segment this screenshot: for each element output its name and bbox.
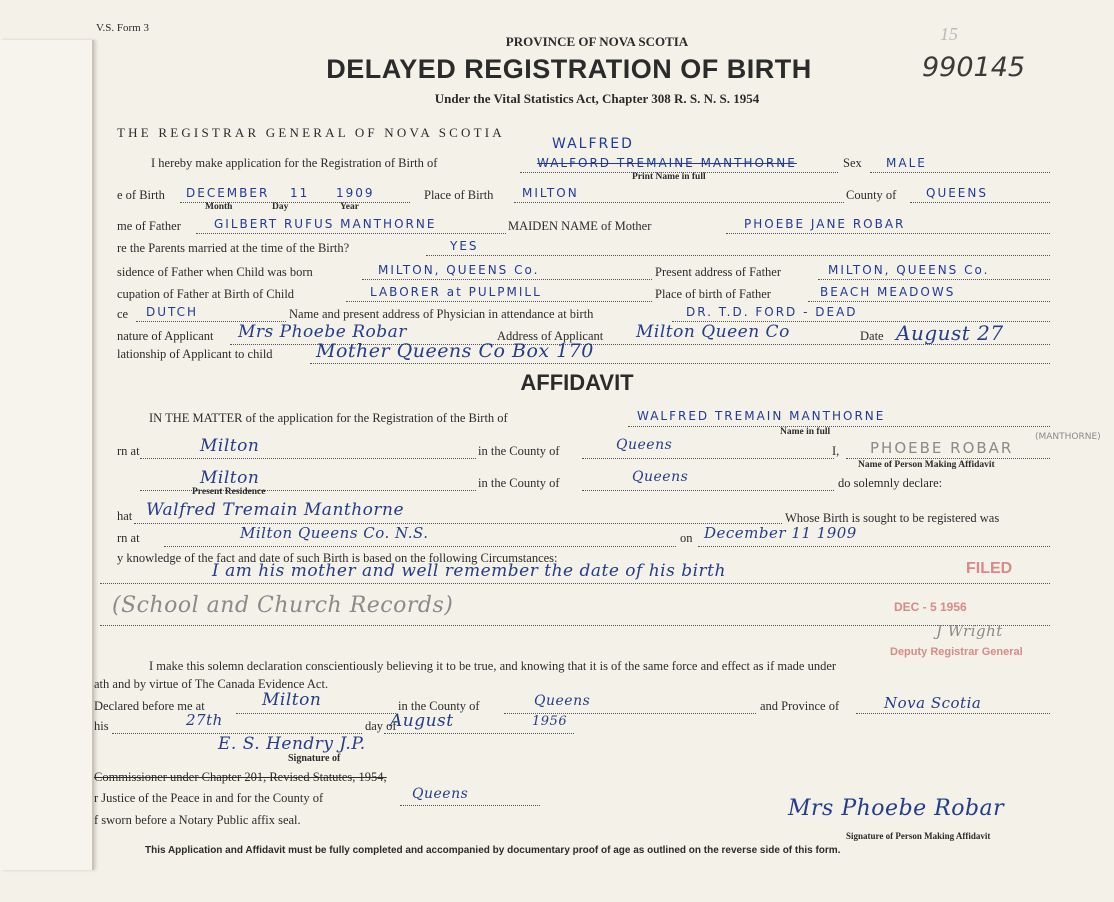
initial-stamp: J Wright — [936, 622, 1003, 640]
matter-text: IN THE MATTER of the application for the Registration of the Birth of — [149, 411, 508, 425]
race-value: DUTCH — [146, 305, 199, 319]
i-label: I, — [832, 444, 840, 458]
day-label: Day — [272, 202, 289, 212]
school-note: (School and Church Records) — [112, 593, 454, 618]
declared-label: Declared before me at — [94, 699, 205, 713]
occupation-value: LABORER at PULPMILL — [370, 285, 542, 299]
county-value: QUEENS — [926, 186, 988, 200]
sig-of-label: Signature of — [288, 753, 341, 764]
date-stamp: DEC - 5 1956 — [894, 600, 967, 614]
residence-county: Queens — [632, 469, 689, 485]
affiant-alt: (MANTHORNE) — [1035, 432, 1101, 442]
race-label: ce — [117, 307, 129, 321]
residence-label: Present Residence — [192, 487, 266, 497]
applicant-signature: Mrs Phoebe Robar — [238, 322, 407, 342]
day-of-label: day of — [365, 719, 397, 733]
married-value: YES — [450, 239, 479, 253]
dob-label: e of Birth — [117, 188, 165, 202]
province-value: Nova Scotia — [884, 694, 982, 712]
child-name: WALFORD TREMAINE MANTHORNE — [537, 156, 797, 170]
folded-edge — [0, 40, 94, 870]
residence-value: MILTON, QUEENS Co. — [378, 263, 540, 277]
addr-label: Address of Applicant — [497, 329, 604, 343]
relation-label: lationship of Applicant to child — [117, 347, 273, 361]
sig-label: nature of Applicant — [117, 329, 214, 343]
dob-month: DECEMBER — [186, 186, 270, 200]
notary-text: f sworn before a Notary Public affix seal. — [94, 813, 301, 827]
mother-label: MAIDEN NAME of Mother — [508, 219, 652, 233]
married-label: re the Parents married at the time of the Birth? — [117, 241, 350, 255]
father-label: me of Father — [117, 219, 181, 233]
affiant-sig-label: Signature of Person Making Affidavit — [846, 831, 991, 841]
print-name-label: Print Name in full — [632, 172, 706, 182]
that-name: Walfred Tremain Manthorne — [146, 500, 405, 520]
deputy-stamp: Deputy Registrar General — [890, 646, 1023, 658]
jp-text: r Justice of the Peace in and for the County of — [94, 791, 324, 805]
affiant-name: PHOEBE ROBAR — [870, 439, 1014, 457]
affidavit-heading: AFFIDAVIT — [520, 370, 634, 395]
day-number: 27th — [186, 711, 223, 729]
dob-day: 11 — [290, 186, 310, 200]
form-number: V.S. Form 3 — [96, 22, 149, 34]
solemn-text: I make this solemn declaration conscientiously believing it to be true, and knowing that it is of the same force and effect as if made under — [149, 659, 837, 673]
name-correction: WALFRED — [552, 136, 634, 152]
occupation-label: cupation of Father at Birth of Child — [117, 287, 295, 301]
knowledge-text: y knowledge of the fact and date of such Birth is based on the following Circumstances: — [117, 551, 558, 565]
subtitle: Under the Vital Statistics Act, Chapter 308 R. S. N. S. 1954 — [434, 91, 760, 106]
matter-name: WALFRED TREMAIN MANTHORNE — [637, 409, 886, 423]
jp-county: Queens — [412, 786, 469, 802]
residence-label: sidence of Father when Child was born — [117, 265, 313, 279]
affiant-signature: Mrs Phoebe Robar — [788, 796, 1005, 821]
father-value: GILBERT RUFUS MANTHORNE — [214, 217, 437, 231]
declare-text: do solemnly declare: — [838, 476, 943, 490]
whose-text: Whose Birth is sought to be registered was — [785, 511, 1000, 525]
commissioner-signature: E. S. Hendry J.P. — [218, 734, 366, 754]
file-number: 990145 — [922, 52, 1026, 83]
county-text: in the County of — [478, 444, 560, 458]
sex-label: Sex — [843, 156, 862, 170]
province-label: and Province of — [760, 699, 840, 713]
born-at: Milton — [200, 436, 260, 456]
registrar-line: THE REGISTRAR GENERAL OF NOVA SCOTIA — [117, 125, 505, 140]
present-addr-label: Present address of Father — [655, 265, 782, 279]
county-text-2: in the County of — [478, 476, 560, 490]
pob-label: Place of Birth — [424, 188, 494, 202]
filed-stamp: FILED — [966, 560, 1013, 577]
applicant-address: Milton Queen Co — [636, 322, 790, 342]
oath-text: ath and by virtue of The Canada Evidence Act. — [94, 677, 329, 691]
affiant-label: Name of Person Making Affidavit — [858, 460, 995, 470]
father-pob-value: BEACH MEADOWS — [820, 285, 956, 299]
sex-value: MALE — [886, 156, 927, 170]
declared-county-label: in the County of — [398, 699, 480, 713]
physician-value: DR. T.D. FORD - DEAD — [686, 305, 858, 319]
affiant-residence: Milton — [200, 468, 260, 488]
pob-value: MILTON — [522, 186, 579, 200]
born2-label: rn at — [117, 531, 140, 545]
declared-county: Queens — [534, 693, 591, 709]
page-title: DELAYED REGISTRATION OF BIRTH — [326, 54, 812, 84]
corner-mark: 15 — [940, 24, 958, 44]
physician-label: Name and present address of Physician in attendance at birth — [289, 307, 594, 321]
born-label: rn at — [117, 444, 140, 458]
mother-value: PHOEBE JANE ROBAR — [744, 217, 906, 231]
that-label: hat — [117, 509, 133, 523]
province-heading: PROVINCE OF NOVA SCOTIA — [505, 34, 689, 49]
declared-at: Milton — [262, 690, 322, 710]
county-label: County of — [846, 188, 897, 202]
born2-date: December 11 1909 — [704, 524, 857, 542]
month-value: August — [390, 711, 454, 731]
application-date: August 27 — [896, 321, 1004, 345]
present-addr-value: MILTON, QUEENS Co. — [828, 263, 990, 277]
circumstance-text: I am his mother and well remember the date of his birth — [212, 561, 726, 581]
date-label: Date — [860, 329, 884, 343]
born2-place: Milton Queens Co. N.S. — [240, 524, 429, 542]
year-label: Year — [340, 202, 359, 212]
commissioner-text: Commissioner under Chapter 201, Revised Statutes, 1954, — [94, 770, 387, 784]
relation-value: Mother Queens Co Box 170 — [316, 340, 594, 362]
footer-note: This Application and Affidavit must be fully completed and accompanied by documentary proof of age as outlined on the reverse side of this form. — [145, 845, 841, 856]
year-value: 1956 — [532, 714, 568, 729]
this-label: his — [94, 719, 109, 733]
month-label: Month — [205, 202, 233, 212]
born-county: Queens — [616, 437, 673, 453]
father-pob-label: Place of birth of Father — [655, 287, 771, 301]
on-label: on — [680, 531, 693, 545]
name-full-label: Name in full — [780, 427, 831, 437]
apply-text: I hereby make application for the Registration of Birth of — [151, 156, 438, 170]
dob-year: 1909 — [336, 186, 375, 200]
